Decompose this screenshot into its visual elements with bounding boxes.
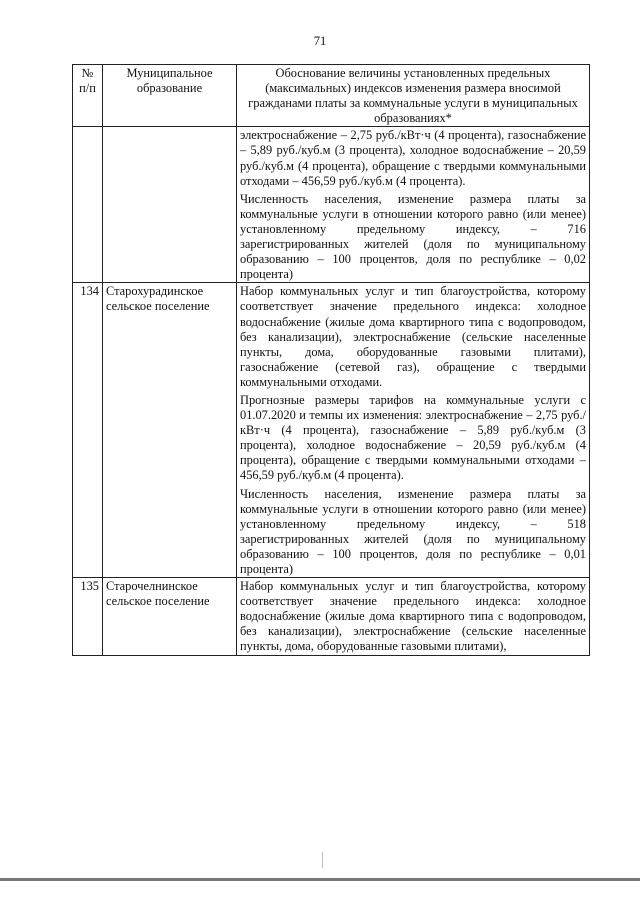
municipality-name: Старохурадинское сельское поселение: [103, 283, 237, 578]
header-municipality: Муниципальное образование: [103, 65, 237, 127]
justification-cell: [237, 283, 590, 578]
page-bottom-edge: [0, 878, 640, 881]
tariff-index-table: [72, 64, 590, 656]
justification-cell: [237, 127, 590, 283]
paragraph: Набор коммунальных услуг и тип благоустройства, которому соответствует значение предельного индекса: холодное водоснабжение (жилые дома квартирного типа с водопроводом, без канализации), электроснабжение (сельские населенные пункты, дома, оборудованные газовыми плитами),: [240, 579, 586, 654]
municipality-name: [103, 127, 237, 283]
scan-mark: [322, 852, 323, 868]
table-row: [73, 283, 590, 578]
paragraph: электроснабжение – 2,75 руб./кВт·ч (4 процента), газоснабжение – 5,89 руб./куб.м (3 процента), холодное водоснабжение – 20,59 руб./куб.м (4 процента), обращение с твердыми коммунальными отходами – 456,59 руб./куб.м (4 процента).: [240, 128, 586, 188]
paragraph: Прогнозные размеры тарифов на коммунальные услуги с 01.07.2020 и темпы их изменения: электроснабжение – 2,75 руб./кВт·ч (4 процента), газоснабжение – 5,89 руб./куб.м (3 процента), холодное водоснабжение – 20,59 руб./куб.м (4 процента), обращение с твердыми коммунальными отходами – 456,59 руб./куб.м (4 процента).: [240, 392, 586, 483]
table-row: [73, 127, 590, 283]
paragraph: Численность населения, изменение размера платы за коммунальные услуги в отношении которого равно (или менее) установленному предельному индексу, – 518 зарегистрированных жителей (доля по муниципальному образованию – 100 процентов, доля по республике – 0,01 процента): [240, 486, 586, 576]
header-justification: Обоснование величины установленных предельных (максимальных) индексов изменения размера вносимой гражданами платы за коммунальные услуги в муниципальных образованиях*: [237, 65, 590, 127]
justification-cell: [237, 578, 590, 655]
row-number: [73, 127, 103, 283]
page-number: 71: [313, 34, 327, 48]
header-num: № п/п: [73, 65, 103, 127]
table-row: [73, 578, 590, 655]
paragraph: Численность населения, изменение размера платы за коммунальные услуги в отношении которого равно (или менее) установленному предельному индексу, – 716 зарегистрированных жителей (доля по муниципальному образованию – 100 процентов, доля по республике – 0,02 процента): [240, 191, 586, 282]
table-header-row: [73, 65, 590, 127]
paragraph: Набор коммунальных услуг и тип благоустройства, которому соответствует значение предельного индекса: холодное водоснабжение (жилые дома квартирного типа с водопроводом, без канализации), электроснабжение (сельские населенные пункты, дома, оборудованные газовыми плитами), газоснабжение (сетевой газ), обращение с твердыми коммунальными отходами.: [240, 284, 586, 389]
municipality-name: Старочелнинское сельское поселение: [103, 578, 237, 655]
row-number: 134: [73, 283, 103, 578]
row-number: 135: [73, 578, 103, 655]
